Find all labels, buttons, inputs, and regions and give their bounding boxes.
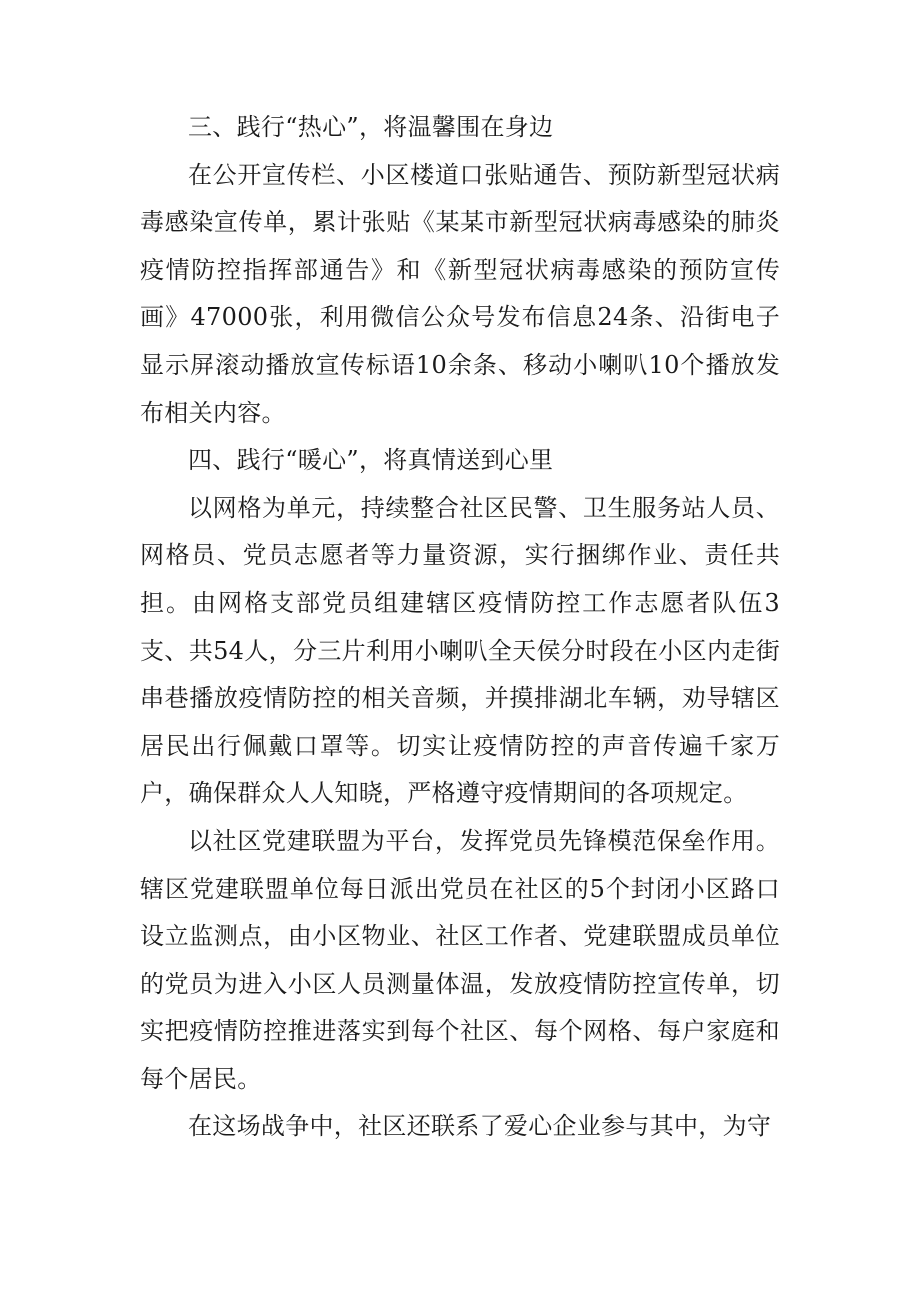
document-body [140,104,780,1151]
paragraph: 以网格为单元，持续整合社区民警、卫生服务站人员、网格员、党员志愿者等力量资源，实行捆绑作业、责任共担。由网格支部党员组建辖区疫情防控工作志愿者队伍3支、共54人，分三片利用小喇叭全天侯分时段在小区内走街串巷播放疫情防控的相关音频，并摸排湖北车辆，劝导辖区居民出行佩戴口罩等。切实让疫情防控的声音传遍千家万户，确保群众人人知晓，严格遵守疫情期间的各项规定。 [140,493,780,808]
paragraph: 在公开宣传栏、小区楼道口张贴通告、预防新型冠状病毒感染宣传单，累计张贴《某某市新型冠状病毒感染的肺炎疫情防控指挥部通告》和《新型冠状病毒感染的预防宣传画》47000张，利用微信公众号发布信息24条、沿街电子显示屏滚动播放宣传标语10余条、移动小喇叭10个播放发布相关内容。 [140,160,780,427]
section-heading-4: 四、践行“暖心”，将真情送到心里 [188,446,554,475]
section-heading-3: 三、践行“热心”，将温馨围在身边 [188,113,554,141]
paragraph: 在这场战争中，社区还联系了爱心企业参与其中，为守 [188,1112,772,1141]
paragraph: 以社区党建联盟为平台，发挥党员先锋模范保垒作用。辖区党建联盟单位每日派出党员在社区的5个封闭小区路口设立监测点，由小区物业、社区工作者、党建联盟成员单位的党员为进入小区人员测量体温，发放疫情防控宣传单，切实把疫情防控推进落实到每个社区、每个网格、每户家庭和每个居民。 [140,826,780,1093]
